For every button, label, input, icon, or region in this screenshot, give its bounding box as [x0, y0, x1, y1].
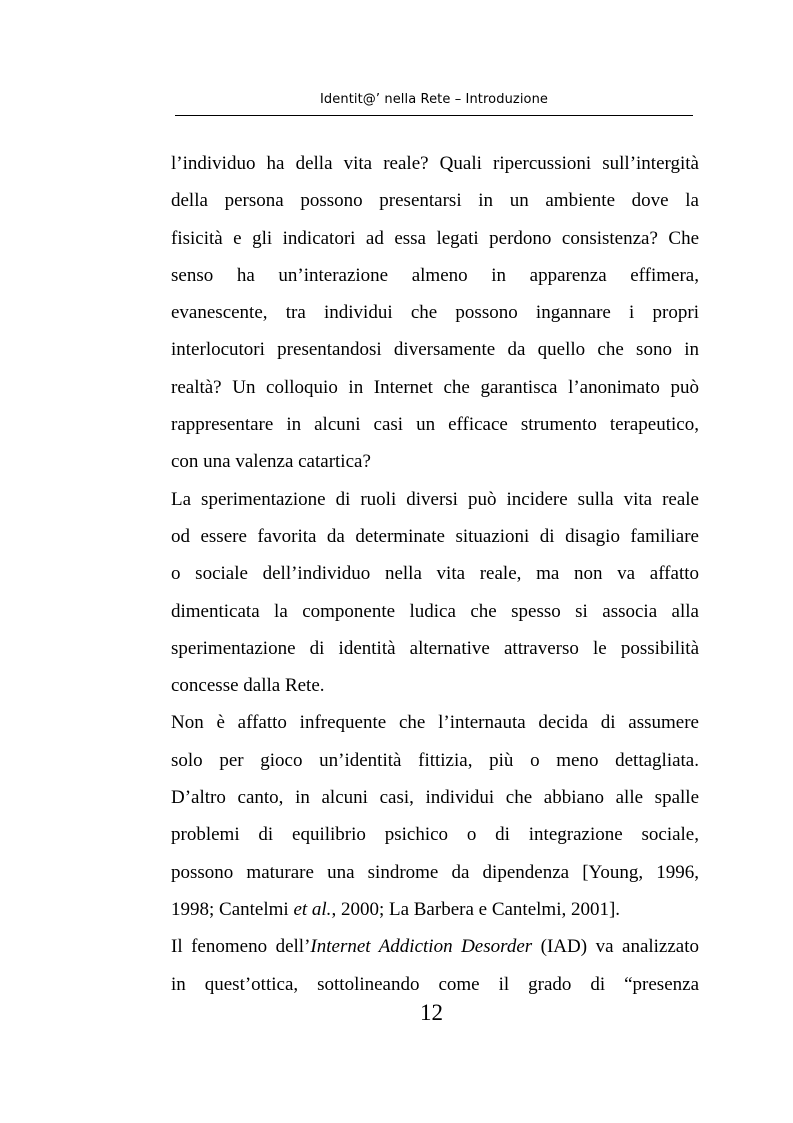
text-line: o sociale dell’individuo nella vita reale, ma non va affatto: [171, 563, 699, 585]
text-line: senso ha un’interazione almeno in apparenza effimera,: [171, 264, 699, 286]
header-rule: [175, 115, 693, 116]
iad-before: Il fenomeno dell’: [171, 936, 311, 958]
text-line: con una valenza catartica?: [171, 451, 371, 473]
text-line: possono maturare una sindrome da dipendenza [Young, 1996,: [171, 861, 699, 883]
iad-line: [171, 928, 699, 965]
text-line: evanescente, tra individui che possono ingannare i propri: [171, 302, 699, 324]
text-line: in quest’ottica, sottolineando come il grado di “presenza: [171, 973, 699, 995]
citation-after: , 2000; La Barbera e Cantelmi, 2001].: [331, 898, 621, 920]
text-line: solo per gioco un’identità fittizia, più o meno dettagliata.: [171, 749, 699, 771]
citation-before: 1998; Cantelmi: [171, 898, 294, 920]
text-line: problemi di equilibrio psichico o di integrazione sociale,: [171, 824, 699, 846]
text-line: sperimentazione di identità alternative attraverso le possibilità: [171, 637, 699, 659]
iad-after: (IAD) va analizzato: [532, 936, 700, 958]
text-line: concesse dalla Rete.: [171, 675, 325, 697]
body-text: [171, 145, 699, 1003]
running-header: Identit@’ nella Rete – Introduzione: [319, 92, 549, 107]
text-line: interlocutori presentandosi diversamente da quello che sono in: [171, 339, 699, 361]
text-line: rappresentare in alcuni casi un efficace strumento terapeutico,: [171, 414, 699, 436]
text-line: l’individuo ha della vita reale? Quali ripercussioni sull’intergità: [171, 153, 699, 174]
citation-line: [171, 891, 699, 928]
text-line: Non è affatto infrequente che l’internauta decida di assumere: [171, 712, 699, 734]
text-line: della persona possono presentarsi in un ambiente dove la: [171, 190, 699, 212]
text-line: dimenticata la componente ludica che spesso si associa alla: [171, 600, 699, 622]
citation-etal: et al.: [293, 898, 332, 920]
text-line: fisicità e gli indicatori ad essa legati perdono consistenza? Che: [171, 227, 699, 249]
iad-term: Internet Addiction Desorder: [310, 936, 533, 958]
text-line: realtà? Un colloquio in Internet che garantisca l’anonimato può: [171, 376, 699, 398]
text-line: La sperimentazione di ruoli diversi può incidere sulla vita reale: [171, 488, 699, 510]
text-line: D’altro canto, in alcuni casi, individui che abbiano alle spalle: [171, 787, 699, 809]
page-number: 12: [420, 1000, 443, 1025]
text-line: od essere favorita da determinate situazioni di disagio familiare: [171, 525, 699, 547]
